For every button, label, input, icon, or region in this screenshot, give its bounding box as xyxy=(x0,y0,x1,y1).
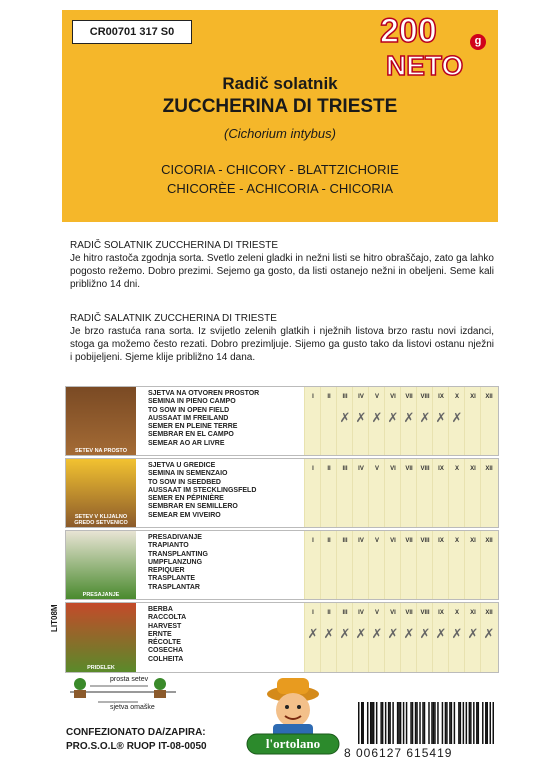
activity-name: HARVEST xyxy=(148,622,182,630)
barcode-bar xyxy=(424,702,425,744)
activity-name: RACCOLTA xyxy=(148,614,187,622)
month-column xyxy=(368,459,385,527)
barcode-bar xyxy=(398,702,399,744)
month-column xyxy=(352,531,369,599)
product-code: CR00701 317 S0 xyxy=(72,20,192,44)
calendar-row xyxy=(65,458,499,528)
month-label: XI xyxy=(470,394,476,400)
month-label: I xyxy=(312,394,314,400)
month-mark: ✗ xyxy=(435,627,447,642)
month-label: IV xyxy=(358,538,364,544)
barcode-bar xyxy=(397,702,398,744)
barcode-bar xyxy=(371,702,372,744)
calendar-row xyxy=(65,386,499,456)
month-label: V xyxy=(374,394,379,400)
barcode-bar xyxy=(490,702,491,744)
barcode-bar xyxy=(431,702,432,744)
activity-name: SEMINA IN SEMENZAIO xyxy=(148,470,228,478)
month-mark: ✗ xyxy=(419,411,431,426)
activity-name: SEMEAR AO AR LIVRE xyxy=(148,439,225,447)
month-label: X xyxy=(454,610,459,616)
month-label: V xyxy=(374,538,379,544)
activity-label: PRESAJANJE xyxy=(82,592,120,598)
barcode-bar xyxy=(400,702,401,744)
translations-line-1: CICORIA - CHICORY - BLATTZICHORIE xyxy=(161,162,399,177)
barcode-bar xyxy=(466,702,467,744)
month-column xyxy=(400,603,417,672)
packager-line-2: PRO.S.O.L® RUOP IT-08-0050 xyxy=(66,741,207,752)
month-column xyxy=(384,603,401,672)
month-label: II xyxy=(327,394,331,400)
month-label: II xyxy=(327,610,331,616)
activity-names xyxy=(148,606,186,664)
month-label: X xyxy=(454,538,459,544)
month-column xyxy=(448,387,465,455)
barcode-bar xyxy=(385,702,386,744)
month-label: V xyxy=(374,610,379,616)
activity-name: SEMEAR EM VIVEIRO xyxy=(148,511,221,519)
activity-illustration xyxy=(66,531,136,599)
month-label: VIII xyxy=(420,466,430,472)
month-column xyxy=(416,459,433,527)
barcode-bar xyxy=(358,702,359,744)
month-column xyxy=(400,387,417,455)
activity-name: TO SOW IN OPEN FIELD xyxy=(148,406,230,414)
month-label: IV xyxy=(358,610,364,616)
barcode-bar xyxy=(376,702,377,744)
barcode-bar xyxy=(367,702,368,744)
month-column xyxy=(384,387,401,455)
month-column xyxy=(352,387,369,455)
month-label: VI xyxy=(390,538,396,544)
month-column xyxy=(384,459,401,527)
description-hr xyxy=(70,312,494,364)
product-name-local: Radič solatnik xyxy=(222,74,338,93)
month-label: XII xyxy=(485,394,493,400)
month-column xyxy=(416,603,433,672)
barcode-bar xyxy=(406,702,407,744)
month-label: VII xyxy=(405,538,413,544)
month-mark: ✗ xyxy=(387,627,399,642)
month-column xyxy=(336,459,353,527)
translations-line-2: CHICORÈE - ACHICORIA - CHICORIA xyxy=(166,181,394,196)
month-label: VI xyxy=(390,610,396,616)
activity-name: UMPFLANZUNG xyxy=(148,558,203,566)
calendar-row xyxy=(65,530,499,600)
month-mark: ✗ xyxy=(323,627,335,642)
month-column xyxy=(320,603,337,672)
month-column xyxy=(336,387,353,455)
activity-name: SJETVA U GREDICE xyxy=(148,462,216,469)
activity-name: BERBA xyxy=(148,606,173,613)
activity-illustration xyxy=(66,459,136,527)
barcode-bar xyxy=(446,702,447,744)
month-column xyxy=(464,387,481,455)
month-mark: ✗ xyxy=(451,627,463,642)
month-label: VIII xyxy=(420,610,430,616)
month-column xyxy=(304,387,321,455)
month-column xyxy=(320,531,337,599)
month-label: III xyxy=(342,610,348,616)
month-column xyxy=(464,459,481,527)
month-column xyxy=(336,603,353,672)
month-label: XI xyxy=(470,610,476,616)
month-label: VII xyxy=(405,394,413,400)
activity-name: SJETVA NA OTVOREN PROSTOR xyxy=(148,390,260,397)
description-hr-text: Je brzo rastuća rana sorta. Iz svijetlo zelenih glatkih i nježnih listova brzo rastu novi izdanci, stoga ga možemo često rezati. Dobro prezimljuje. Sijemo ga gusto tako da listovi ostanu nježni i pobijeljeni. Sjeme klije približno 14 dana. xyxy=(70,326,494,363)
month-column xyxy=(432,387,449,455)
month-mark: ✗ xyxy=(403,627,415,642)
month-label: VIII xyxy=(420,538,430,544)
activity-name: SEMER EN PLEINE TERRE xyxy=(148,423,238,431)
activity-names xyxy=(148,534,208,592)
month-grid xyxy=(304,531,498,599)
month-mark: ✗ xyxy=(339,627,351,642)
barcode-bar xyxy=(362,702,363,744)
barcode-bar xyxy=(437,702,438,744)
barcode-bar xyxy=(392,702,393,744)
month-label: II xyxy=(327,466,331,472)
month-label: VIII xyxy=(420,394,430,400)
barcode-bar xyxy=(361,702,362,744)
barcode-bar xyxy=(416,702,417,744)
barcode-bar xyxy=(487,702,488,744)
barcode-bar xyxy=(382,702,383,744)
month-label: XI xyxy=(470,466,476,472)
month-column xyxy=(480,459,497,527)
month-label: IV xyxy=(358,466,364,472)
activity-label: SETEV V KLIJALNO GREDO SETVENICO xyxy=(74,514,128,526)
barcode-bar xyxy=(482,702,483,744)
month-column xyxy=(448,531,465,599)
activity-name: AUSSAAT IM STECKLINGSFELD xyxy=(148,486,257,494)
month-label: XII xyxy=(485,538,493,544)
barcode-bar xyxy=(451,702,452,744)
month-label: VII xyxy=(405,610,413,616)
month-label: II xyxy=(327,538,331,544)
latin-name: (Cichorium intybus) xyxy=(224,126,336,141)
month-column xyxy=(448,459,465,527)
activity-names xyxy=(148,462,256,520)
weight-unit: g xyxy=(470,34,486,50)
month-column xyxy=(480,531,497,599)
logo-text: l'ortolano xyxy=(265,736,321,751)
activity-name: TRASPLANTE xyxy=(148,575,196,583)
month-grid xyxy=(304,459,498,527)
month-label: I xyxy=(312,466,314,472)
month-column xyxy=(320,387,337,455)
month-label: X xyxy=(454,466,459,472)
barcode-bar xyxy=(476,702,477,744)
month-mark: ✗ xyxy=(371,627,383,642)
weight-label: NETO xyxy=(386,50,464,81)
barcode-bar xyxy=(422,702,423,744)
month-mark: ✗ xyxy=(419,627,431,642)
month-column xyxy=(368,531,385,599)
month-label: IX xyxy=(438,610,444,616)
barcode-bar xyxy=(412,702,413,744)
month-label: X xyxy=(454,394,459,400)
activity-label: PRIDELEK xyxy=(87,665,115,671)
packager-info xyxy=(66,726,207,754)
activity-illustration xyxy=(66,603,136,672)
month-mark: ✗ xyxy=(355,627,367,642)
month-column xyxy=(464,603,481,672)
month-mark: ✗ xyxy=(307,627,319,642)
month-column xyxy=(304,459,321,527)
barcode-bar xyxy=(415,702,416,744)
month-label: I xyxy=(312,538,314,544)
activity-name: SEMBRAR EN SEMILLERO xyxy=(148,503,238,511)
activity-label: SETEV NA PROSTO xyxy=(75,448,127,454)
month-label: VII xyxy=(405,466,413,472)
month-label: XII xyxy=(485,610,493,616)
month-column xyxy=(368,387,385,455)
month-grid xyxy=(304,387,498,455)
month-label: V xyxy=(374,466,379,472)
month-column xyxy=(304,531,321,599)
spacing-legend xyxy=(68,672,178,720)
activity-name: SEMBRAR EN EL CAMPO xyxy=(148,431,234,439)
month-column xyxy=(464,531,481,599)
barcode-bar xyxy=(370,702,371,744)
description-sl xyxy=(70,239,494,291)
barcode-bar xyxy=(373,702,374,744)
barcode-bar xyxy=(458,702,459,744)
month-column xyxy=(320,459,337,527)
weight-value: 200 xyxy=(380,12,437,50)
month-mark: ✗ xyxy=(371,411,383,426)
activity-names xyxy=(148,390,259,448)
month-label: III xyxy=(342,538,348,544)
barcode-bar xyxy=(419,702,420,744)
month-column xyxy=(400,459,417,527)
barcode-bar xyxy=(428,702,429,744)
activity-name: TRANSPLANTING xyxy=(148,550,208,558)
barcode-bar xyxy=(485,702,486,744)
month-mark: ✗ xyxy=(403,411,415,426)
activity-name: REPIQUER xyxy=(148,567,185,575)
barcode-bar xyxy=(442,702,443,744)
month-column xyxy=(480,603,497,672)
month-label: VI xyxy=(390,466,396,472)
month-column xyxy=(432,603,449,672)
activity-name: RÉCOLTE xyxy=(148,639,181,647)
month-label: III xyxy=(342,394,348,400)
barcode-bar xyxy=(469,702,470,744)
activity-name: AUSSAAT IM FREILAND xyxy=(148,414,229,422)
month-column xyxy=(352,603,369,672)
activity-name: TRASPLANTAR xyxy=(148,583,200,591)
barcode-bar xyxy=(434,702,435,744)
month-mark: ✗ xyxy=(435,411,447,426)
legend-direct-sowing: prosta setev xyxy=(110,676,149,683)
calendar-row xyxy=(65,602,499,673)
month-mark: ✗ xyxy=(483,627,495,642)
month-label: XII xyxy=(485,466,493,472)
month-grid xyxy=(304,603,498,672)
activity-name: TO SOW IN SEEDBED xyxy=(148,478,221,486)
month-column xyxy=(416,531,433,599)
month-column xyxy=(384,531,401,599)
activity-name: PRESADIVANJE xyxy=(148,534,202,541)
month-label: IX xyxy=(438,466,444,472)
barcode-bar xyxy=(470,702,471,744)
barcode-bar xyxy=(403,702,404,744)
month-mark: ✗ xyxy=(451,411,463,426)
activity-name: COLHEITA xyxy=(148,655,184,663)
month-mark: ✗ xyxy=(355,411,367,426)
barcode-bar xyxy=(460,702,461,744)
month-column xyxy=(480,387,497,455)
barcode-bar xyxy=(463,702,464,744)
barcode-bar xyxy=(410,702,411,744)
month-mark: ✗ xyxy=(339,411,351,426)
activity-name: SEMINA IN PIENO CAMPO xyxy=(148,398,236,406)
month-label: III xyxy=(342,466,348,472)
barcode-number: 8 006127 615419 xyxy=(344,746,453,760)
month-column xyxy=(400,531,417,599)
activity-name: SEMER EN PÉPINIÈRE xyxy=(148,495,224,503)
barcode-bar xyxy=(433,702,434,744)
packager-line-1: CONFEZIONATO DA/ZAPIRA: xyxy=(66,727,206,738)
brand-logo xyxy=(243,672,343,762)
barcode-bar xyxy=(445,702,446,744)
activity-name: TRAPIANTO xyxy=(148,542,189,550)
legend-row-sowing: sjetva omaške xyxy=(110,704,155,711)
month-label: VI xyxy=(390,394,396,400)
barcode-bar xyxy=(454,702,455,744)
description-sl-text: Je hitro rastoča zgodnja sorta. Svetlo zeleni gladki in nežni listi se hitro obraščajo, zato ga lahko pogosto režemo. Dobro prezimi. Sejemo ga gosto, da listi ostanejo nežni in obeljeni. Seme kali približno 14 dni. xyxy=(70,253,494,290)
month-column xyxy=(304,603,321,672)
barcode-bar xyxy=(389,702,390,744)
month-column xyxy=(432,531,449,599)
barcode-bar xyxy=(478,702,479,744)
month-column xyxy=(432,459,449,527)
month-label: IX xyxy=(438,538,444,544)
month-mark: ✗ xyxy=(387,411,399,426)
product-variety: ZUCCHERINA DI TRIESTE xyxy=(162,96,398,117)
month-mark: ✗ xyxy=(467,627,479,642)
sowing-calendar xyxy=(65,386,497,671)
barcode-bar xyxy=(449,702,450,744)
month-column xyxy=(368,603,385,672)
barcode-bar xyxy=(388,702,389,744)
barcode-bar xyxy=(493,702,494,744)
activity-name: COSECHA xyxy=(148,647,184,655)
description-hr-title: RADIČ SALATNIK ZUCCHERINA DI TRIESTE xyxy=(70,313,277,324)
month-label: IX xyxy=(438,394,444,400)
month-column xyxy=(448,603,465,672)
activity-name: ERNTE xyxy=(148,630,172,638)
barcode-bar xyxy=(380,702,381,744)
month-label: XI xyxy=(470,538,476,544)
month-label: I xyxy=(312,610,314,616)
month-column xyxy=(416,387,433,455)
activity-illustration xyxy=(66,387,136,455)
barcode-bar xyxy=(473,702,474,744)
month-column xyxy=(352,459,369,527)
description-sl-title: RADIČ SOLATNIK ZUCCHERINA DI TRIESTE xyxy=(70,240,278,251)
month-column xyxy=(336,531,353,599)
side-code: LIT08M xyxy=(50,604,59,632)
month-label: IV xyxy=(358,394,364,400)
